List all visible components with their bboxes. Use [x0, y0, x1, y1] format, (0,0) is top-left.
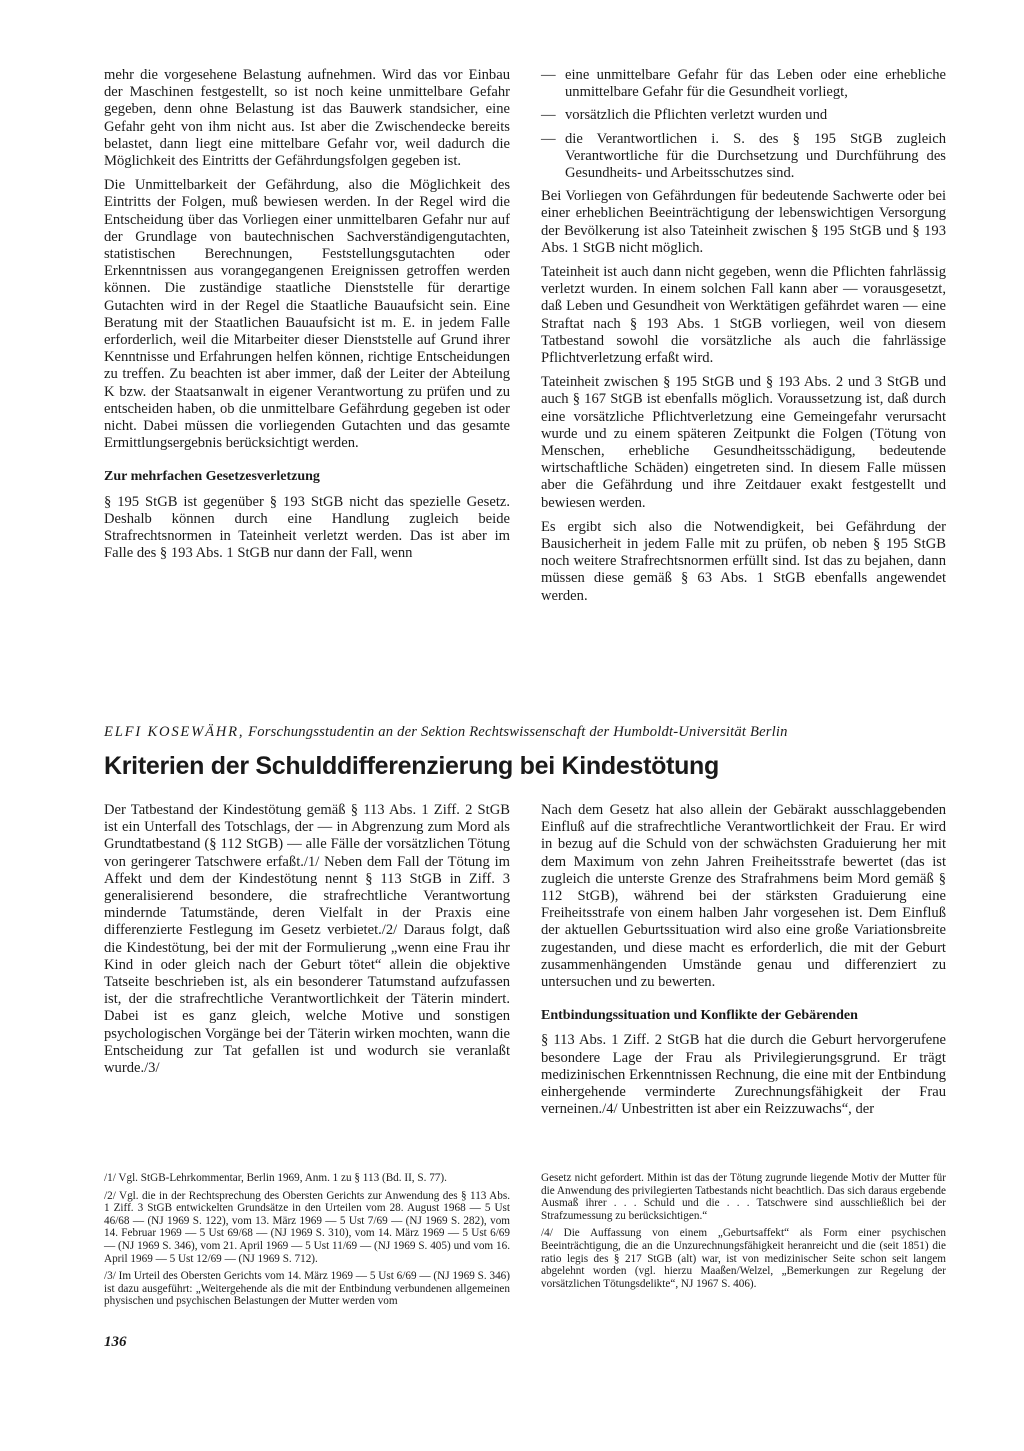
- paragraph: Tateinheit zwischen § 195 StGB und § 193 Abs. 2 und 3 StGB und auch § 167 StGB ist ebenfalls möglich. Voraussetzung ist, daß durch eine vorsätzliche Pflichtverletzung eine Gemeingefahr verursacht wurde und zu einem späteren Zeitpunkt die Folgen (Tötung von Menschen, erhebliche Gesundheitsschädigung, bedeutende wirtschaftliche Schäden) eingetreten sind. In diesem Falle müssen aber die Gefährdung und ihre Zeitdauer exakt festgestellt und bewiesen werden.: [541, 374, 946, 511]
- top-right-column: [541, 67, 946, 605]
- top-left-column: [104, 67, 510, 562]
- bottom-left-column: [104, 802, 510, 1077]
- footnotes-left: [104, 1172, 510, 1313]
- paragraph: Der Tatbestand der Kindestötung gemäß § 113 Abs. 1 Ziff. 2 StGB ist ein Unterfall des Totschlags, der — in Abgrenzung zum Mord als Grundtatbestand (§ 112 StGB) — alle Fälle der vorsätzlichen Tötung von geringerer Tatschwere erfaßt./1/ Neben dem Fall der Tötung im Affekt und dem der Kindestötung nennt § 113 StGB in Ziff. 3 generalisierend besondere, die strafrechtliche Verantwortung mindernde Tatumstände, deren Vielfalt in der Praxis eine differenzierte Festlegung im Gesetz verbietet./2/ Daraus folgt, daß die Kindestötung, bei der mit der Formulierung „wenn eine Frau ihr Kind in oder gleich nach der Geburt tötet“ allein die objektive Tatseite beschrieben ist, als ein besonderer Tatumstand aufzufassen ist, der die strafrechtliche Verantwortlichkeit der Täterin mindert. Dabei ist es ganz gleich, welche Motive und sonstigen psychologischen Vorgänge bei der Täterin wirken mochten, wann die Entscheidung zur Tat gefallen ist und wodurch sie veranlaßt wurde./3/: [104, 802, 510, 1077]
- paragraph: Bei Vorliegen von Gefährdungen für bedeutende Sachwerte oder bei einer erheblichen Beeinträchtigung der lebenswichtigen Versorgung der Bevölkerung ist also Tateinheit zwischen § 195 StGB und § 193 Abs. 1 StGB nicht möglich.: [541, 188, 946, 256]
- paragraph: Nach dem Gesetz hat also allein der Gebärakt ausschlaggebenden Einfluß auf die strafrechtliche Verantwortlichkeit der Frau. Er wird in bezug auf die Schuld von der schwächsten Graduierung her mit dem Maximum von zehn Jahren Freiheitsstrafe bewertet (das ist zugleich die unterste Grenze des Strafrahmens beim Mord gemäß § 112 StGB), während bei der stärksten Graduierung eine Freiheitsstrafe von einem halben Jahr vorgesehen ist. Dem Einfluß der aktuellen Geburtssituation wird also eine große Variationsbreite zugestanden, und diese macht es erforderlich, die mit der Geburt zusammenhängenden Umstände genau und differenziert zu untersuchen und zu bewerten.: [541, 802, 946, 991]
- footnote: /4/ Die Auffassung von einem „Geburtsaffekt“ als Form einer psychischen Beeinträchtigung, die an die Unzurechnungsfähigkeit heranreicht und die (seit 1851) die ratio legis des § 217 StGB (alt) war, ist von medizinischer Seite schon seit langem abgelehnt worden (vgl. hierzu Maaßen/Welzel, „Bemerkungen zur Regelung der vorsätzlichen Tötungsdelikte“, NJ 1967 S. 406).: [541, 1227, 946, 1290]
- bullet-text: die Verantwortlichen i. S. des § 195 StGB zugleich Verantwortliche für die Durchsetzung und Durchführung des Gesundheits- und Arbeitsschutzes sind.: [565, 130, 946, 182]
- bullet-item: [541, 107, 946, 124]
- paragraph: § 113 Abs. 1 Ziff. 2 StGB hat die durch die Geburt hervorgerufene besondere Lage der Frau als Privilegierungsgrund. Er trägt medizinischen Erkenntnissen Rechnung, die eine mit der Entbindung einhergehende verminderte Zurechnungsfähigkeit der Frau verneinen./4/ Unbestritten ist aber ein Reizzuwachs“, der: [541, 1032, 946, 1118]
- footnote: /3/ Im Urteil des Obersten Gerichts vom 14. März 1969 — 5 Ust 6/69 — (NJ 1969 S. 346) ist dazu ausgeführt: „Weitergehende als die mit der Entbindung verbundenen allgemeinen physischen und psychischen Belastungen der Mutter werden vom: [104, 1270, 510, 1308]
- author-name: ELFI KOSEWÄHR,: [104, 724, 245, 740]
- paragraph: § 195 StGB ist gegenüber § 193 StGB nicht das spezielle Gesetz. Deshalb können durch eine Handlung zugleich beide Strafrechtsnormen in Tateinheit verletzt werden. Das ist aber im Falle des § 193 Abs. 1 StGB nur dann der Fall, wenn: [104, 493, 510, 562]
- bullet-item: [541, 131, 946, 183]
- bottom-right-column: [541, 802, 946, 1118]
- footnote: Gesetz nicht gefordert. Mithin ist das der Tötung zugrunde liegende Motiv der Mutter für die Anwendung des privilegierten Tatbestands nicht beachtlich. Das sich daraus ergebende Ausmaß ihrer . . . Schuld und die . . . Tatschwere sind ausschließlich bei der Strafzumessung zu berücksichtigen.“: [541, 1172, 946, 1222]
- dash-bullet-icon: —: [541, 130, 556, 147]
- author-affiliation: Forschungsstudentin an der Sektion Rechtswissenschaft der Humboldt-Universität Berlin: [248, 724, 788, 740]
- footnote: /1/ Vgl. StGB-Lehrkommentar, Berlin 1969, Anm. 1 zu § 113 (Bd. II, S. 77).: [104, 1172, 447, 1184]
- paragraph: Es ergibt sich also die Notwendigkeit, bei Gefährdung der Bausicherheit in jedem Falle mit zu prüfen, ob neben § 195 StGB noch weitere Strafrechtsnormen erfüllt sind. Ist das zu bejahen, dann müssen diese gemäß § 63 Abs. 1 StGB ebenfalls angewendet werden.: [541, 518, 946, 604]
- paragraph: mehr die vorgesehene Belastung aufnehmen. Wird das vor Einbau der Maschinen festgestellt, so ist noch keine unmittelbare Gefahr gegeben, denn ohne Belastung ist das Bauwerk standsicher, eine Gefahr geht von ihm nicht aus. Ist aber die Zwischendecke bereits belastet, dann liegt eine mittelbare Gefahr vor, weil dadurch die Möglichkeit des Eintritts der Gefährdungsfolgen gegeben ist.: [104, 67, 510, 170]
- dash-bullet-icon: —: [541, 107, 556, 124]
- bullet-item: [541, 67, 946, 101]
- paragraph: Die Unmittelbarkeit der Gefährdung, also die Möglichkeit des Eintritts der Folgen, muß bewiesen werden. In der Regel wird die Entscheidung über das Vorliegen einer unmittelbaren Gefahr nur auf der Grundlage von bautechnischen Sachverständigengutachten, statistischen Berechnungen, Feststellungsgutachten oder Erkenntnissen aus vorangegangenen Ereignissen getroffen werden können. Die zuständige staatliche Dienststelle für derartige Gutachten wird in der Regel die Staatliche Bauaufsicht sein. Eine Beratung mit der Staatlichen Bauaufsicht ist m. E. in jedem Falle erforderlich, weil die Mitarbeiter dieser Dienststelle auf Grund ihrer Kenntnisse und Erfahrungen helfen können, richtige Entscheidungen zu treffen. Zu beachten ist aber immer, daß der Leiter der Abteilung K bzw. der Staatsanwalt in eigener Verantwortung zu prüfen und zu entscheiden haben, ob die unmittelbare Gefährdung gegeben ist oder nicht. Dabei müssen die vorliegenden Gutachten und das gesamte Ermittlungsergebnis berücksichtigt werden.: [104, 177, 510, 452]
- paragraph: Tateinheit ist auch dann nicht gegeben, wenn die Pflichten fahrlässig verletzt wurden. In einem solchen Fall kann aber — vorausgesetzt, daß Leben und Gesundheit von Werktätigen gefährdet waren — eine Straftat nach § 193 Abs. 1 StGB vorliegen, weil von diesem Tatbestand sowohl die vorsätzliche als auch die fahrlässige Pflichtverletzung erfaßt wird.: [541, 264, 946, 367]
- author-line: [104, 724, 946, 741]
- article-title: Kriterien der Schulddifferenzierung bei Kindestötung: [104, 752, 720, 780]
- bullet-text: eine unmittelbare Gefahr für das Leben oder eine erhebliche unmittelbare Gefahr für die Gesundheit vorliegt,: [565, 67, 946, 101]
- dash-bullet-icon: —: [541, 67, 556, 83]
- section-subheading: Entbindungssituation und Konflikte der Gebärenden: [541, 1008, 858, 1024]
- section-subheading: Zur mehrfachen Gesetzesverletzung: [104, 469, 320, 485]
- footnote: /2/ Vgl. die in der Rechtsprechung des Obersten Gerichts zur Anwendung des § 113 Abs. 1 Ziff. 3 StGB entwickelten Grundsätze in den Urteilen vom 28. August 1968 — 5 Ust 46/68 — (NJ 1969 S. 122), vom 13. März 1969 — 5 Ust 7/69 — (NJ 1969 S. 282), vom 14. Februar 1969 — 5 Ust 69/68 — (NJ 1969 S. 310), vom 14. März 1969 — 5 Ust 6/69 — (NJ 1969 S. 346), vom 21. April 1969 — 5 Ust 11/69 — (NJ 1969 S. 405) und vom 16. April 1969 — 5 Ust 12/69 — (NJ 1969 S. 712).: [104, 1189, 510, 1265]
- bullet-text: vorsätzlich die Pflichten verletzt wurden und: [565, 107, 828, 124]
- page-number: 136: [104, 1334, 127, 1350]
- footnotes-right: [541, 1172, 946, 1295]
